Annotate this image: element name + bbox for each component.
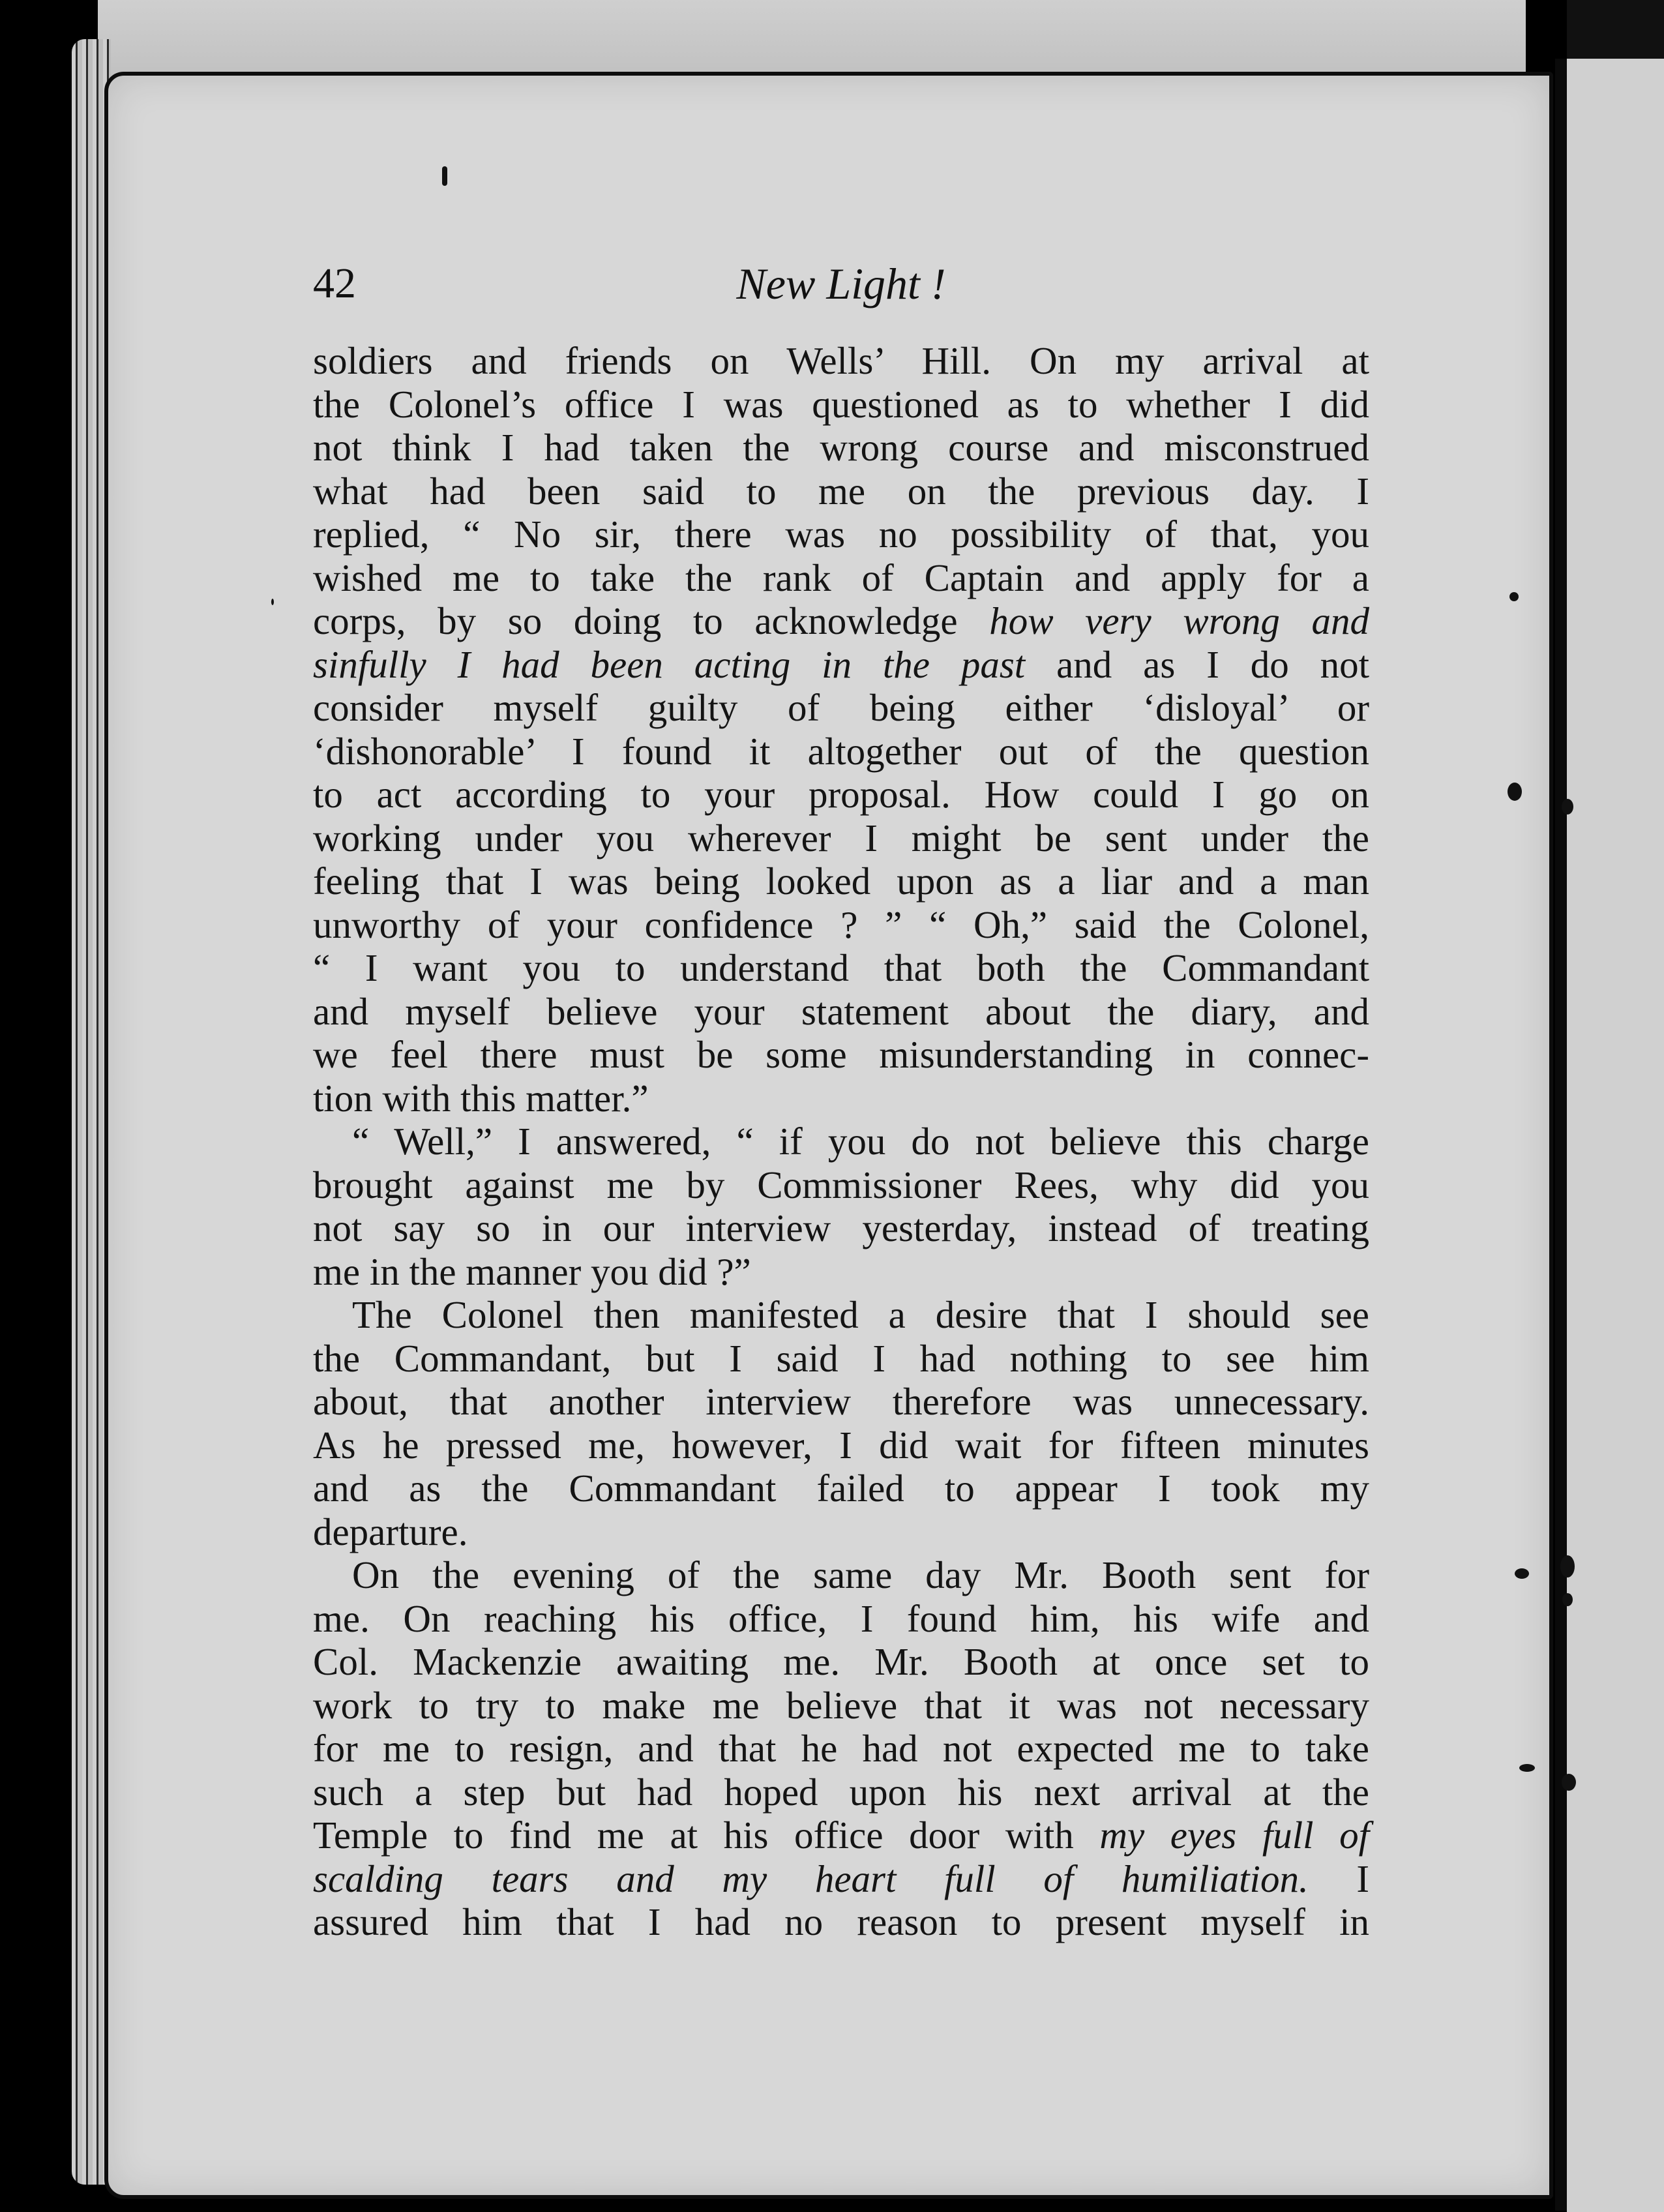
line-text: me. On reaching his office, I found him, his wife and <box>313 1596 1369 1640</box>
text-line <box>313 1120 1369 1163</box>
line-text: feeling that I was being looked upon as a liar and a man <box>313 859 1369 903</box>
italic-text: scalding tears and my heart full of humiliation. <box>313 1857 1309 1900</box>
text-line <box>313 1163 1369 1207</box>
line-text: and as I do not <box>1056 642 1369 686</box>
text-line <box>313 946 1369 990</box>
line-text: Col. Mackenzie awaiting me. Mr. Booth at once set to <box>313 1640 1369 1683</box>
line-text: the Commandant, but I said I had nothing to see him <box>313 1336 1369 1380</box>
ink-speck <box>1515 1568 1529 1579</box>
line-text: assured him that I had no reason to present myself in <box>313 1900 1369 1943</box>
text-line <box>313 1033 1369 1077</box>
text-line <box>313 773 1369 816</box>
text-line <box>313 1597 1369 1641</box>
text-line <box>313 339 1369 383</box>
line-text: and as the Commandant failed to appear I took my <box>313 1467 1369 1510</box>
text-line <box>313 1640 1369 1684</box>
ink-speck <box>1519 1764 1535 1772</box>
running-title: New Light ! <box>736 259 946 308</box>
text-line <box>313 1857 1369 1901</box>
text-line <box>313 1380 1369 1424</box>
text-line <box>313 1727 1369 1771</box>
line-text: unworthy of your confidence ? ” “ Oh,” said the Colonel, <box>313 903 1369 946</box>
ink-speck <box>1562 1593 1573 1606</box>
text-line <box>313 470 1369 513</box>
text-line <box>313 513 1369 556</box>
facing-page <box>1567 59 1664 2212</box>
line-text: to act according to your proposal. How could I go on <box>313 773 1369 816</box>
italic-text: how very wrong and <box>989 599 1370 642</box>
line-text: tion with this matter.” <box>313 1076 649 1120</box>
line-text: such a step but had hoped upon his next arrival at the <box>313 1770 1369 1814</box>
text-line <box>313 643 1369 687</box>
line-text: me in the manner you did ?” <box>313 1249 751 1293</box>
text-line <box>313 383 1369 426</box>
book-gutter <box>1555 59 1567 2211</box>
line-text: corps, by so doing to acknowledge <box>313 599 958 642</box>
line-text: The Colonel then manifested a desire that I should see <box>352 1293 1369 1336</box>
line-text: brought against me by Commissioner Rees, why did you <box>313 1163 1369 1206</box>
line-text: for me to resign, and that he had not expected me to take <box>313 1727 1369 1770</box>
text-line <box>313 1337 1369 1381</box>
facing-page-top <box>1567 0 1664 59</box>
text-line <box>313 859 1369 903</box>
text-line <box>313 1900 1369 1944</box>
line-text: consider myself guilty of being either ‘disloyal’ or <box>313 686 1369 729</box>
running-head <box>313 258 1369 310</box>
line-text: and myself believe your statement about the diary, and <box>313 989 1369 1033</box>
line-text: what had been said to me on the previous day. I <box>313 469 1369 513</box>
text-line <box>313 1293 1369 1337</box>
text-line <box>313 990 1369 1034</box>
text-line <box>313 1206 1369 1250</box>
italic-text: sinfully I had been acting in the past <box>313 642 1026 686</box>
text-line <box>313 1424 1369 1467</box>
page-number: 42 <box>313 260 356 307</box>
text-line <box>313 1814 1369 1857</box>
text-line <box>313 730 1369 773</box>
text-line <box>313 1771 1369 1814</box>
body-text <box>313 339 1369 1944</box>
line-text: departure. <box>313 1510 468 1553</box>
line-text: As he pressed me, however, I did wait for fifteen minutes <box>313 1423 1369 1467</box>
text-line <box>313 426 1369 470</box>
ink-speck <box>1509 592 1519 601</box>
ink-speck <box>1560 1555 1575 1577</box>
line-text: On the evening of the same day Mr. Booth sent for <box>352 1553 1369 1596</box>
line-text: soldiers and friends on Wells’ Hill. On my arrival at <box>313 339 1369 382</box>
text-line <box>313 903 1369 947</box>
line-text: I <box>1356 1857 1370 1900</box>
text-line <box>313 1467 1369 1510</box>
line-text: the Colonel’s office I was questioned as to whether I did <box>313 382 1369 426</box>
text-line <box>313 599 1369 643</box>
line-text: work to try to make me believe that it was not necessary <box>313 1683 1369 1727</box>
line-text: about, that another interview therefore was unnecessary. <box>313 1380 1369 1423</box>
text-line <box>313 1250 1369 1294</box>
text-line <box>313 1553 1369 1597</box>
italic-text: my eyes full of <box>1099 1814 1370 1857</box>
line-text: Temple to find me at his office door with <box>313 1814 1074 1857</box>
ink-speck <box>442 166 447 186</box>
text-line <box>313 686 1369 730</box>
text-line <box>313 1077 1369 1120</box>
line-text: working under you wherever I might be sent under the <box>313 816 1369 859</box>
ink-speck <box>271 599 274 605</box>
line-text: not say so in our interview yesterday, instead of treating <box>313 1206 1369 1249</box>
ink-speck <box>1562 799 1573 815</box>
ink-speck <box>1508 783 1522 801</box>
line-text: not think I had taken the wrong course and misconstrued <box>313 426 1369 469</box>
line-text: “ I want you to understand that both the Commandant <box>313 946 1369 989</box>
line-text: ‘dishonorable’ I found it altogether out of the question <box>313 729 1369 773</box>
text-line <box>313 1510 1369 1554</box>
line-text: wished me to take the rank of Captain and apply for a <box>313 556 1369 599</box>
text-line <box>313 1684 1369 1727</box>
text-line <box>313 816 1369 860</box>
line-text: “ Well,” I answered, “ if you do not believe this charge <box>352 1120 1369 1163</box>
text-line <box>313 556 1369 600</box>
line-text: we feel there must be some misunderstanding in connec- <box>313 1033 1369 1076</box>
ink-speck <box>1562 1774 1576 1791</box>
line-text: replied, “ No sir, there was no possibility of that, you <box>313 513 1369 556</box>
